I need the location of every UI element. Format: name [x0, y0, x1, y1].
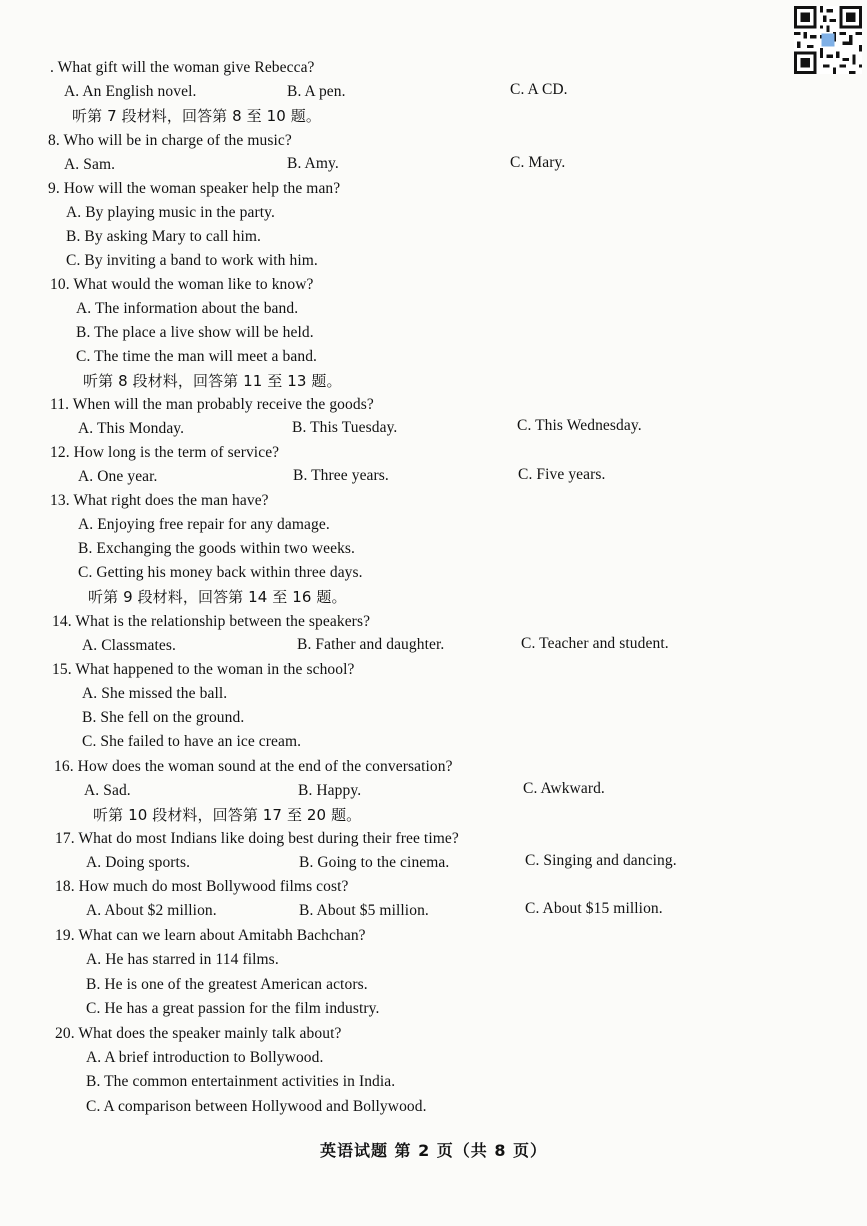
- q18-option-c: C. About $15 million.: [525, 900, 663, 917]
- q11-option-c: C. This Wednesday.: [517, 417, 642, 434]
- question-18: 18. How much do most Bollywood films cost?: [55, 878, 349, 895]
- q16-option-c: C. Awkward.: [523, 780, 605, 797]
- q10-option-b: B. The place a live show will be held.: [76, 324, 314, 341]
- q19-option-a: A. He has starred in 114 films.: [86, 951, 279, 968]
- q7-option-a: A. An English novel.: [64, 83, 197, 100]
- section-10-header: 听第 10 段材料，回答第 17 至 20 题。: [93, 806, 362, 824]
- q19-option-b: B. He is one of the greatest American actors.: [86, 976, 368, 993]
- q9-option-c: C. By inviting a band to work with him.: [66, 252, 318, 269]
- q17-option-a: A. Doing sports.: [86, 854, 191, 871]
- section-7-header: 听第 7 段材料，回答第 8 至 10 题。: [72, 107, 321, 125]
- section-8-header: 听第 8 段材料，回答第 11 至 13 题。: [83, 372, 342, 390]
- question-16: 16. How does the woman sound at the end of the conversation?: [54, 758, 453, 775]
- question-8: 8. Who will be in charge of the music?: [48, 132, 292, 149]
- q10-option-c: C. The time the man will meet a band.: [76, 348, 318, 365]
- question-17: 17. What do most Indians like doing best during their free time?: [55, 830, 459, 847]
- question-12: 12. How long is the term of service?: [50, 444, 280, 461]
- question-13: 13. What right does the man have?: [50, 492, 269, 509]
- q18-option-b: B. About $5 million.: [299, 902, 429, 919]
- q16-option-b: B. Happy.: [298, 782, 362, 799]
- q16-option-a: A. Sad.: [84, 782, 131, 799]
- q11-option-a: A. This Monday.: [78, 420, 185, 437]
- q13-option-c: C. Getting his money back within three days.: [78, 564, 363, 581]
- q14-option-c: C. Teacher and student.: [521, 635, 669, 652]
- q17-option-c: C. Singing and dancing.: [525, 852, 677, 869]
- question-15: 15. What happened to the woman in the school?: [52, 661, 355, 678]
- question-20: 20. What does the speaker mainly talk about?: [55, 1025, 342, 1042]
- q13-option-b: B. Exchanging the goods within two weeks.: [78, 540, 356, 557]
- q10-option-a: A. The information about the band.: [76, 300, 299, 317]
- qr-code-icon: [794, 6, 862, 74]
- q20-option-b: B. The common entertainment activities in India.: [86, 1073, 396, 1090]
- section-9-header: 听第 9 段材料，回答第 14 至 16 题。: [88, 588, 347, 606]
- page-footer: 英语试题 第 2 页（共 8 页）: [319, 1141, 548, 1160]
- question-14: 14. What is the relationship between the speakers?: [52, 613, 371, 630]
- q9-option-a: A. By playing music in the party.: [66, 204, 275, 221]
- q8-option-b: B. Amy.: [287, 155, 339, 172]
- question-19: 19. What can we learn about Amitabh Bachchan?: [55, 927, 366, 944]
- q20-option-c: C. A comparison between Hollywood and Bollywood.: [86, 1098, 427, 1115]
- q12-option-a: A. One year.: [78, 468, 158, 485]
- q9-option-b: B. By asking Mary to call him.: [66, 228, 262, 245]
- q15-option-c: C. She failed to have an ice cream.: [82, 733, 302, 750]
- q15-option-b: B. She fell on the ground.: [82, 709, 245, 726]
- question-7: . What gift will the woman give Rebecca?: [50, 59, 315, 76]
- q20-option-a: A. A brief introduction to Bollywood.: [86, 1049, 324, 1066]
- q13-option-a: A. Enjoying free repair for any damage.: [78, 516, 330, 533]
- qr-code: [794, 6, 862, 74]
- q12-option-b: B. Three years.: [293, 467, 389, 484]
- q15-option-a: A. She missed the ball.: [82, 685, 228, 702]
- q18-option-a: A. About $2 million.: [86, 902, 217, 919]
- q19-option-c: C. He has a great passion for the film industry.: [86, 1000, 380, 1017]
- q17-option-b: B. Going to the cinema.: [299, 854, 450, 871]
- question-11: 11. When will the man probably receive the goods?: [50, 396, 374, 413]
- q7-option-c: C. A CD.: [510, 81, 568, 98]
- q11-option-b: B. This Tuesday.: [292, 419, 398, 436]
- question-9: 9. How will the woman speaker help the man?: [48, 180, 341, 197]
- question-10: 10. What would the woman like to know?: [50, 276, 314, 293]
- q14-option-a: A. Classmates.: [82, 637, 176, 654]
- q8-option-c: C. Mary.: [510, 154, 566, 171]
- q14-option-b: B. Father and daughter.: [297, 636, 445, 653]
- q8-option-a: A. Sam.: [64, 156, 116, 173]
- q7-option-b: B. A pen.: [287, 83, 346, 100]
- q12-option-c: C. Five years.: [518, 466, 606, 483]
